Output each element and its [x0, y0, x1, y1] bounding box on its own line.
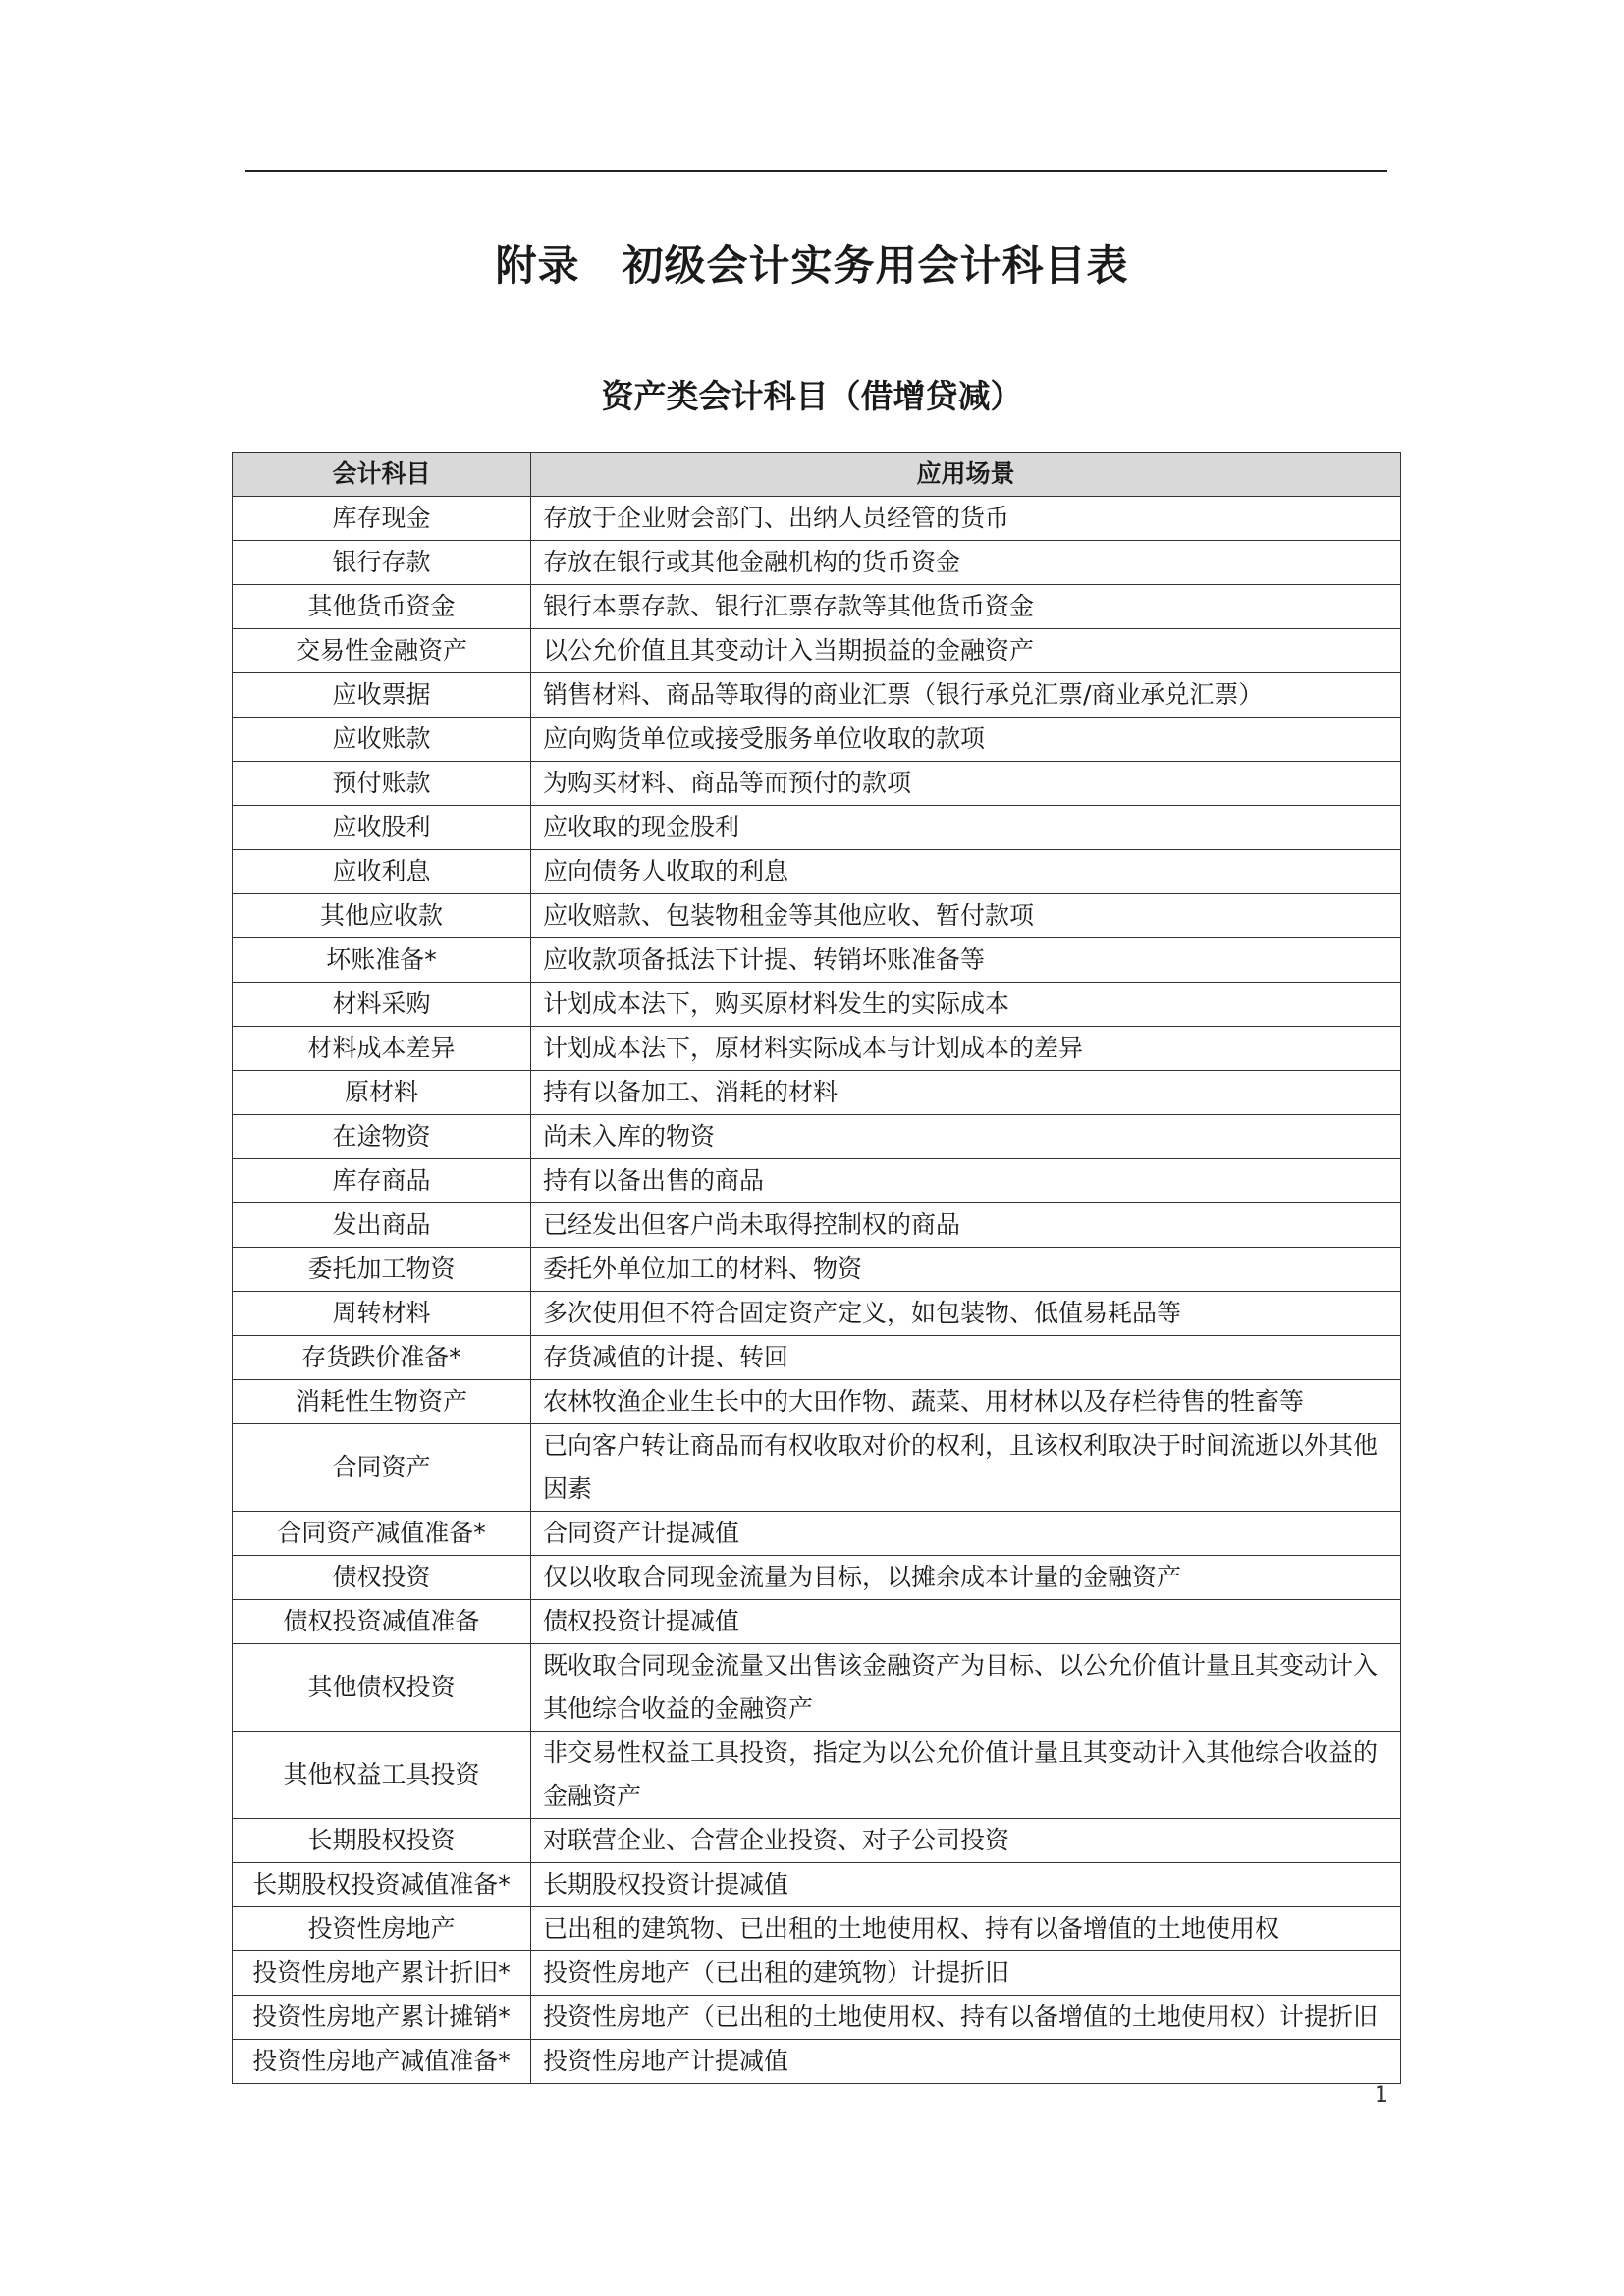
account-name-cell: 银行存款: [233, 541, 531, 585]
account-scenario-cell: 非交易性权益工具投资，指定为以公允价值计量且其变动计入其他综合收益的金融资产: [531, 1732, 1401, 1819]
table-row: [233, 1115, 1401, 1159]
table-row: [233, 1951, 1401, 1996]
table-row: [233, 850, 1401, 894]
account-name-cell: 投资性房地产累计摊销*: [233, 1996, 531, 2040]
account-name-cell: 长期股权投资减值准备*: [233, 1863, 531, 1907]
column-header-account: 会计科目: [233, 453, 531, 497]
table-row: [233, 1203, 1401, 1248]
account-scenario-cell: 以公允价值且其变动计入当期损益的金融资产: [531, 629, 1401, 673]
account-name-cell: 存货跌价准备*: [233, 1336, 531, 1380]
account-name-cell: 债权投资: [233, 1556, 531, 1600]
accounts-table: [232, 452, 1401, 2084]
account-scenario-cell: 计划成本法下，购买原材料发生的实际成本: [531, 983, 1401, 1027]
account-scenario-cell: 合同资产计提减值: [531, 1512, 1401, 1556]
table-row: [233, 1996, 1401, 2040]
table-row: [233, 1248, 1401, 1292]
table-header-row: [233, 453, 1401, 497]
account-scenario-cell: 银行本票存款、银行汇票存款等其他货币资金: [531, 585, 1401, 629]
account-name-cell: 应收账款: [233, 718, 531, 762]
account-scenario-cell: 农林牧渔企业生长中的大田作物、蔬菜、用材林以及存栏待售的牲畜等: [531, 1380, 1401, 1424]
table-row: [233, 2040, 1401, 2084]
table-row: [233, 1600, 1401, 1644]
account-name-cell: 债权投资减值准备: [233, 1600, 531, 1644]
account-name-cell: 原材料: [233, 1071, 531, 1115]
account-name-cell: 长期股权投资: [233, 1819, 531, 1863]
account-scenario-cell: 已向客户转让商品而有权收取对价的权利，且该权利取决于时间流逝以外其他因素: [531, 1424, 1401, 1512]
table-row: [233, 894, 1401, 938]
table-row: [233, 1863, 1401, 1907]
section-title: 资产类会计科目（借增贷减）: [601, 377, 1023, 415]
account-scenario-cell: 已经发出但客户尚未取得控制权的商品: [531, 1203, 1401, 1248]
account-scenario-cell: 应向债务人收取的利息: [531, 850, 1401, 894]
account-scenario-cell: 持有以备出售的商品: [531, 1159, 1401, 1203]
table-row: [233, 762, 1401, 806]
table-row: [233, 1071, 1401, 1115]
account-scenario-cell: 投资性房地产（已出租的建筑物）计提折旧: [531, 1951, 1401, 1996]
document-title: 附录 初级会计实务用会计科目表: [495, 241, 1129, 290]
account-name-cell: 库存商品: [233, 1159, 531, 1203]
column-header-scenario: 应用场景: [531, 453, 1401, 497]
table-row: [233, 1424, 1401, 1512]
table-row: [233, 541, 1401, 585]
table-row: [233, 718, 1401, 762]
account-name-cell: 合同资产减值准备*: [233, 1512, 531, 1556]
table-row: [233, 629, 1401, 673]
table-row: [233, 1292, 1401, 1336]
account-name-cell: 其他债权投资: [233, 1644, 531, 1732]
account-scenario-cell: 已出租的建筑物、已出租的土地使用权、持有以备增值的土地使用权: [531, 1907, 1401, 1951]
account-name-cell: 坏账准备*: [233, 938, 531, 983]
table-row: [233, 983, 1401, 1027]
account-scenario-cell: 销售材料、商品等取得的商业汇票（银行承兑汇票/商业承兑汇票）: [531, 673, 1401, 718]
account-scenario-cell: 对联营企业、合营企业投资、对子公司投资: [531, 1819, 1401, 1863]
account-scenario-cell: 应收赔款、包装物租金等其他应收、暂付款项: [531, 894, 1401, 938]
table-row: [233, 1512, 1401, 1556]
account-scenario-cell: 长期股权投资计提减值: [531, 1863, 1401, 1907]
account-scenario-cell: 应收款项备抵法下计提、转销坏账准备等: [531, 938, 1401, 983]
account-name-cell: 库存现金: [233, 497, 531, 541]
account-name-cell: 材料采购: [233, 983, 531, 1027]
table-row: [233, 585, 1401, 629]
page-number: 1: [1375, 2083, 1388, 2108]
account-scenario-cell: 委托外单位加工的材料、物资: [531, 1248, 1401, 1292]
table-row: [233, 1556, 1401, 1600]
account-name-cell: 合同资产: [233, 1424, 531, 1512]
table-row: [233, 1027, 1401, 1071]
account-name-cell: 委托加工物资: [233, 1248, 531, 1292]
account-name-cell: 周转材料: [233, 1292, 531, 1336]
account-scenario-cell: 多次使用但不符合固定资产定义，如包装物、低值易耗品等: [531, 1292, 1401, 1336]
table-row: [233, 806, 1401, 850]
account-scenario-cell: 应收取的现金股利: [531, 806, 1401, 850]
table-row: [233, 497, 1401, 541]
account-name-cell: 投资性房地产减值准备*: [233, 2040, 531, 2084]
table-row: [233, 938, 1401, 983]
table-body: [233, 497, 1401, 2084]
account-name-cell: 其他权益工具投资: [233, 1732, 531, 1819]
account-name-cell: 其他货币资金: [233, 585, 531, 629]
account-name-cell: 交易性金融资产: [233, 629, 531, 673]
account-name-cell: 应收股利: [233, 806, 531, 850]
account-scenario-cell: 存放于企业财会部门、出纳人员经管的货币: [531, 497, 1401, 541]
account-scenario-cell: 投资性房地产（已出租的土地使用权、持有以备增值的土地使用权）计提折旧: [531, 1996, 1401, 2040]
account-scenario-cell: 为购买材料、商品等而预付的款项: [531, 762, 1401, 806]
account-name-cell: 应收利息: [233, 850, 531, 894]
table-row: [233, 673, 1401, 718]
account-scenario-cell: 投资性房地产计提减值: [531, 2040, 1401, 2084]
account-name-cell: 应收票据: [233, 673, 531, 718]
table-row: [233, 1732, 1401, 1819]
table-row: [233, 1819, 1401, 1863]
account-scenario-cell: 计划成本法下，原材料实际成本与计划成本的差异: [531, 1027, 1401, 1071]
account-scenario-cell: 既收取合同现金流量又出售该金融资产为目标、以公允价值计量且其变动计入其他综合收益的金融资产: [531, 1644, 1401, 1732]
table-row: [233, 1644, 1401, 1732]
account-name-cell: 投资性房地产: [233, 1907, 531, 1951]
account-name-cell: 在途物资: [233, 1115, 531, 1159]
account-name-cell: 消耗性生物资产: [233, 1380, 531, 1424]
table-row: [233, 1159, 1401, 1203]
table-row: [233, 1336, 1401, 1380]
account-scenario-cell: 存放在银行或其他金融机构的货币资金: [531, 541, 1401, 585]
header-rule: [245, 170, 1387, 172]
account-name-cell: 其他应收款: [233, 894, 531, 938]
account-name-cell: 预付账款: [233, 762, 531, 806]
account-scenario-cell: 仅以收取合同现金流量为目标，以摊余成本计量的金融资产: [531, 1556, 1401, 1600]
account-name-cell: 发出商品: [233, 1203, 531, 1248]
account-scenario-cell: 债权投资计提减值: [531, 1600, 1401, 1644]
account-scenario-cell: 尚未入库的物资: [531, 1115, 1401, 1159]
table-row: [233, 1380, 1401, 1424]
account-name-cell: 投资性房地产累计折旧*: [233, 1951, 531, 1996]
account-name-cell: 材料成本差异: [233, 1027, 531, 1071]
account-scenario-cell: 持有以备加工、消耗的材料: [531, 1071, 1401, 1115]
account-scenario-cell: 存货减值的计提、转回: [531, 1336, 1401, 1380]
table-row: [233, 1907, 1401, 1951]
account-scenario-cell: 应向购货单位或接受服务单位收取的款项: [531, 718, 1401, 762]
